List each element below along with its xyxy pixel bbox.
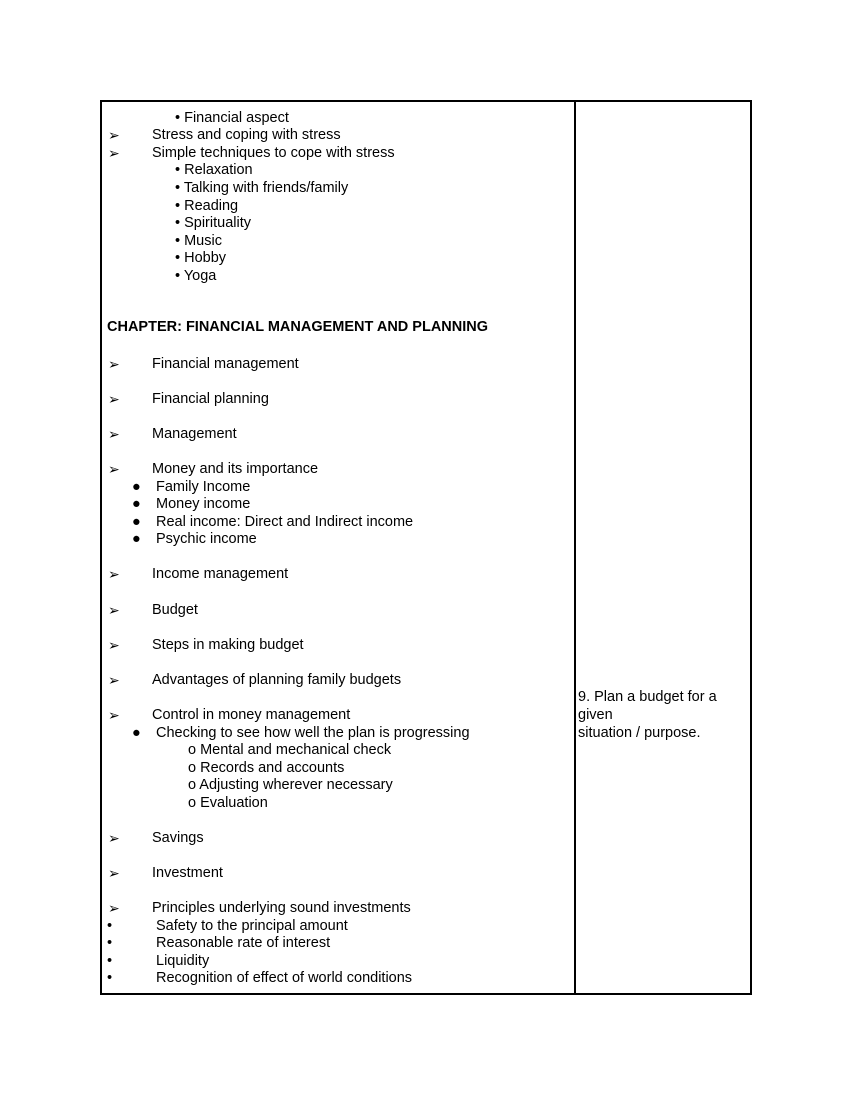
arrow-bullet-icon: ➢	[108, 865, 120, 881]
topic-stress-coping: Stress and coping with stress	[152, 127, 341, 143]
principle-item: Recognition of effect of world conditions	[156, 970, 413, 986]
topic-simple-techniques: Simple techniques to cope with stress	[152, 145, 395, 161]
check-item: o Records and accounts	[188, 760, 345, 776]
topic-financial-planning: Financial planning	[152, 391, 269, 407]
income-type-item: Psychic income	[156, 531, 257, 547]
arrow-bullet-icon: ➢	[108, 830, 120, 846]
topic-investment: Investment	[152, 865, 223, 881]
check-item: o Mental and mechanical check	[188, 742, 392, 758]
dot-bullet-icon: •	[107, 953, 113, 969]
topic-budget: Budget	[152, 602, 198, 618]
round-bullet-icon: ●	[132, 531, 141, 547]
arrow-bullet-icon: ➢	[108, 356, 120, 372]
technique-item: • Spirituality	[175, 215, 251, 231]
topic-savings: Savings	[152, 830, 204, 846]
technique-item: • Hobby	[175, 250, 227, 266]
column-divider	[574, 102, 576, 993]
arrow-bullet-icon: ➢	[108, 391, 120, 407]
arrow-bullet-icon: ➢	[108, 602, 120, 618]
arrow-bullet-icon: ➢	[108, 461, 120, 477]
sub-bullet-financial-aspect: • Financial aspect	[175, 110, 289, 126]
arrow-bullet-icon: ➢	[108, 127, 120, 143]
income-type-item: Real income: Direct and Indirect income	[156, 514, 414, 530]
topic-checking: Checking to see how well the plan is progressing	[156, 725, 470, 741]
arrow-bullet-icon: ➢	[108, 672, 120, 688]
topic-steps-budget: Steps in making budget	[152, 637, 304, 653]
technique-item: • Music	[175, 233, 222, 249]
objective-line: situation / purpose.	[578, 725, 701, 741]
topic-money-importance: Money and its importance	[152, 461, 319, 477]
dot-bullet-icon: •	[107, 918, 113, 934]
dot-bullet-icon: •	[107, 970, 113, 986]
arrow-bullet-icon: ➢	[108, 566, 120, 582]
principle-item: Safety to the principal amount	[156, 918, 348, 934]
arrow-bullet-icon: ➢	[108, 900, 120, 916]
check-item: o Adjusting wherever necessary	[188, 777, 393, 793]
technique-item: • Talking with friends/family	[175, 180, 349, 196]
technique-item: • Relaxation	[175, 162, 253, 178]
topic-principles: Principles underlying sound investments	[152, 900, 411, 916]
topic-control: Control in money management	[152, 707, 351, 723]
arrow-bullet-icon: ➢	[108, 145, 120, 161]
dot-bullet-icon: •	[107, 935, 113, 951]
income-type-item: Money income	[156, 496, 251, 512]
topic-management: Management	[152, 426, 237, 442]
arrow-bullet-icon: ➢	[108, 426, 120, 442]
income-type-item: Family Income	[156, 479, 251, 495]
round-bullet-icon: ●	[132, 514, 141, 530]
round-bullet-icon: ●	[132, 496, 141, 512]
topic-financial-management: Financial management	[152, 356, 299, 372]
objective-line: 9. Plan a budget for a	[578, 689, 717, 705]
objective-line: given	[578, 707, 613, 723]
arrow-bullet-icon: ➢	[108, 707, 120, 723]
technique-item: • Yoga	[175, 268, 217, 284]
topic-income-management: Income management	[152, 566, 289, 582]
topic-advantages: Advantages of planning family budgets	[152, 672, 402, 688]
principle-item: Liquidity	[156, 953, 210, 969]
chapter-heading: CHAPTER: FINANCIAL MANAGEMENT AND PLANNING	[107, 319, 489, 335]
arrow-bullet-icon: ➢	[108, 637, 120, 653]
principle-item: Reasonable rate of interest	[156, 935, 331, 951]
round-bullet-icon: ●	[132, 479, 141, 495]
check-item: o Evaluation	[188, 795, 268, 811]
round-bullet-icon: ●	[132, 725, 141, 741]
technique-item: • Reading	[175, 198, 239, 214]
